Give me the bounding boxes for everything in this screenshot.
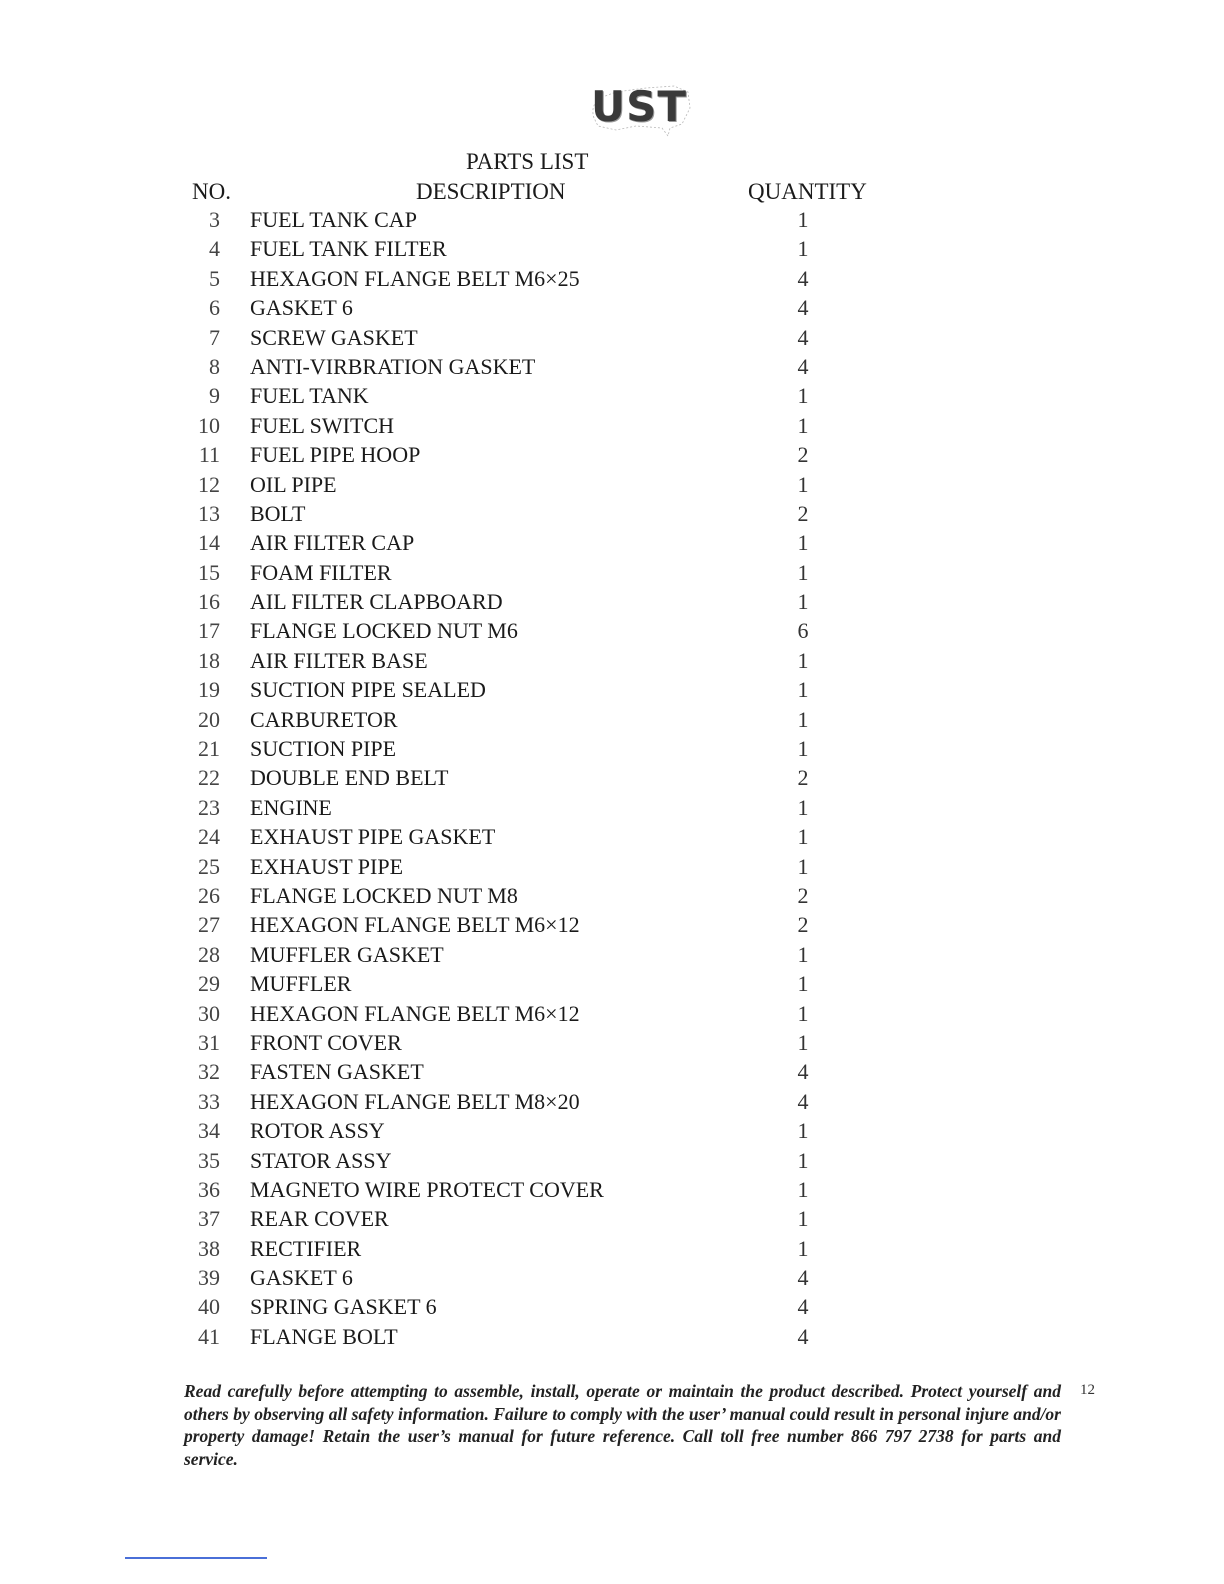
part-quantity: 1	[797, 794, 809, 820]
part-description: ROTOR ASSY	[250, 1118, 385, 1144]
column-header-quantity: QUANTITY	[748, 179, 867, 204]
part-quantity: 2	[797, 765, 809, 791]
table-row	[0, 205, 1224, 234]
part-quantity: 1	[797, 589, 809, 615]
part-quantity: 4	[797, 295, 809, 321]
part-quantity: 4	[797, 265, 809, 291]
part-quantity: 4	[797, 324, 809, 350]
part-quantity: 1	[797, 236, 809, 262]
part-number: 7	[209, 324, 220, 350]
part-number: 10	[198, 412, 220, 438]
part-description: EXHAUST PIPE	[250, 853, 404, 879]
part-number: 20	[198, 706, 220, 732]
part-description: SCREW GASKET	[250, 324, 418, 350]
table-row	[0, 822, 1224, 851]
table-row	[0, 352, 1224, 381]
table-row	[0, 969, 1224, 998]
part-number: 24	[198, 824, 220, 850]
part-number: 36	[198, 1176, 220, 1202]
part-number: 30	[198, 1000, 220, 1026]
part-number: 34	[198, 1118, 220, 1144]
part-description: STATOR ASSY	[250, 1147, 392, 1173]
part-number: 8	[209, 353, 220, 379]
part-description: ENGINE	[250, 794, 332, 820]
part-number: 26	[198, 882, 220, 908]
table-row	[0, 528, 1224, 557]
table-row	[0, 1057, 1224, 1086]
table-row	[0, 1116, 1224, 1145]
table-row	[0, 470, 1224, 499]
part-quantity: 2	[797, 912, 809, 938]
part-description: FOAM FILTER	[250, 559, 392, 585]
part-quantity: 2	[797, 442, 809, 468]
part-number: 6	[209, 295, 220, 321]
part-number: 18	[198, 647, 220, 673]
part-quantity: 1	[797, 853, 809, 879]
part-description: HEXAGON FLANGE BELT M6×12	[250, 912, 580, 938]
table-row	[0, 411, 1224, 440]
part-description: EXHAUST PIPE GASKET	[250, 824, 496, 850]
table-row	[0, 293, 1224, 322]
part-number: 12	[198, 471, 220, 497]
table-row	[0, 1204, 1224, 1233]
part-description: SUCTION PIPE SEALED	[250, 677, 486, 703]
part-quantity: 1	[797, 941, 809, 967]
part-quantity: 1	[797, 971, 809, 997]
page-number: 12	[1080, 1382, 1095, 1398]
part-description: AIR FILTER CAP	[250, 530, 415, 556]
table-row	[0, 323, 1224, 352]
part-description: FUEL PIPE HOOP	[250, 442, 421, 468]
part-description: FUEL SWITCH	[250, 412, 395, 438]
part-number: 19	[198, 677, 220, 703]
part-number: 17	[198, 618, 220, 644]
part-description: FUEL TANK FILTER	[250, 236, 447, 262]
part-quantity: 1	[797, 824, 809, 850]
part-number: 3	[209, 207, 220, 232]
part-number: 21	[198, 736, 220, 762]
table-row	[0, 1175, 1224, 1204]
table-row	[0, 264, 1224, 293]
part-quantity: 4	[797, 1265, 809, 1291]
part-number: 15	[198, 559, 220, 585]
part-quantity: 1	[797, 1176, 809, 1202]
part-quantity: 1	[797, 530, 809, 556]
part-number: 33	[198, 1088, 220, 1114]
part-description: BOLT	[250, 500, 306, 526]
table-row	[0, 1087, 1224, 1116]
part-quantity: 1	[797, 471, 809, 497]
column-header-no: NO.	[192, 179, 231, 204]
part-description: FRONT COVER	[250, 1029, 402, 1055]
part-description: OIL PIPE	[250, 471, 337, 497]
part-quantity: 1	[797, 706, 809, 732]
table-row	[0, 881, 1224, 910]
part-quantity: 2	[797, 500, 809, 526]
part-description: GASKET 6	[250, 1265, 353, 1291]
table-row	[0, 999, 1224, 1028]
part-number: 38	[198, 1235, 220, 1261]
table-row	[0, 646, 1224, 675]
part-quantity: 1	[797, 1147, 809, 1173]
part-quantity: 1	[797, 383, 809, 409]
part-number: 16	[198, 589, 220, 615]
part-number: 22	[198, 765, 220, 791]
part-number: 5	[209, 265, 220, 291]
part-number: 4	[209, 236, 220, 262]
part-quantity: 1	[797, 1206, 809, 1232]
part-quantity: 1	[797, 559, 809, 585]
part-number: 9	[209, 383, 220, 409]
table-row	[0, 1234, 1224, 1263]
table-row	[0, 587, 1224, 616]
part-number: 31	[198, 1029, 220, 1055]
table-row	[0, 910, 1224, 939]
table-row	[0, 1322, 1224, 1351]
page-title: PARTS LIST	[466, 149, 589, 174]
part-quantity: 1	[797, 1235, 809, 1261]
part-description: REAR COVER	[250, 1206, 389, 1232]
part-description: RECTIFIER	[250, 1235, 362, 1261]
table-row	[0, 1146, 1224, 1175]
part-description: SPRING GASKET 6	[250, 1294, 437, 1320]
part-description: HEXAGON FLANGE BELT M6×25	[250, 265, 580, 291]
ust-logo	[586, 78, 696, 140]
footer-rule	[125, 1557, 267, 1559]
part-description: CARBURETOR	[250, 706, 398, 732]
part-number: 35	[198, 1147, 220, 1173]
part-description: ANTI-VIRBRATION GASKET	[250, 353, 536, 379]
part-description: FASTEN GASKET	[250, 1059, 424, 1085]
table-row	[0, 381, 1224, 410]
part-description: MAGNETO WIRE PROTECT COVER	[250, 1176, 604, 1202]
part-number: 41	[198, 1323, 220, 1349]
table-row	[0, 793, 1224, 822]
table-row	[0, 558, 1224, 587]
table-row	[0, 234, 1224, 263]
table-row	[0, 734, 1224, 763]
part-description: FLANGE BOLT	[250, 1323, 398, 1349]
part-quantity: 1	[797, 647, 809, 673]
part-quantity: 1	[797, 736, 809, 762]
part-description: DOUBLE END BELT	[250, 765, 449, 791]
part-number: 28	[198, 941, 220, 967]
part-description: FLANGE LOCKED NUT M8	[250, 882, 518, 908]
part-quantity: 1	[797, 1000, 809, 1026]
part-description: GASKET 6	[250, 295, 353, 321]
table-row	[0, 440, 1224, 469]
safety-notice: Read carefully before attempting to assemble, install, operate or maintain the product described. Protect yourself and others by observing all safety information. Failure to comply with the user’ manual could result in personal injure and/or property damage! Retain the user’s manual for future reference. Call toll free number 866 797 2738 for parts and service.	[184, 1381, 1061, 1469]
table-row	[0, 763, 1224, 792]
part-number: 39	[198, 1265, 220, 1291]
table-row	[0, 616, 1224, 645]
part-description: AIL FILTER CLAPBOARD	[250, 589, 503, 615]
part-description: HEXAGON FLANGE BELT M6×12	[250, 1000, 580, 1026]
part-description: HEXAGON FLANGE BELT M8×20	[250, 1088, 580, 1114]
part-quantity: 1	[797, 207, 809, 232]
part-description: FUEL TANK CAP	[250, 207, 417, 232]
part-quantity: 6	[797, 618, 809, 644]
part-quantity: 1	[797, 1029, 809, 1055]
part-quantity: 4	[797, 1088, 809, 1114]
part-number: 23	[198, 794, 220, 820]
parts-table	[0, 205, 1224, 1351]
table-row	[0, 1028, 1224, 1057]
part-number: 27	[198, 912, 220, 938]
part-description: MUFFLER	[250, 971, 352, 997]
part-quantity: 1	[797, 677, 809, 703]
part-quantity: 4	[797, 1294, 809, 1320]
part-quantity: 4	[797, 1323, 809, 1349]
part-description: AIR FILTER BASE	[250, 647, 428, 673]
part-number: 14	[198, 530, 220, 556]
part-number: 25	[198, 853, 220, 879]
part-quantity: 1	[797, 1118, 809, 1144]
column-header-description: DESCRIPTION	[416, 179, 566, 204]
part-number: 32	[198, 1059, 220, 1085]
logo-text: UST	[590, 82, 687, 131]
part-description: SUCTION PIPE	[250, 736, 397, 762]
part-quantity: 2	[797, 882, 809, 908]
table-row	[0, 675, 1224, 704]
table-row	[0, 852, 1224, 881]
part-number: 13	[198, 500, 220, 526]
part-quantity: 4	[797, 353, 809, 379]
part-number: 37	[198, 1206, 220, 1232]
table-row	[0, 1263, 1224, 1292]
part-number: 11	[198, 442, 220, 468]
part-quantity: 4	[797, 1059, 809, 1085]
part-description: FLANGE LOCKED NUT M6	[250, 618, 518, 644]
table-row	[0, 705, 1224, 734]
table-row	[0, 499, 1224, 528]
part-number: 29	[198, 971, 220, 997]
part-quantity: 1	[797, 412, 809, 438]
part-description: MUFFLER GASKET	[250, 941, 444, 967]
part-description: FUEL TANK	[250, 383, 369, 409]
table-row	[0, 1292, 1224, 1321]
part-number: 40	[198, 1294, 220, 1320]
table-row	[0, 940, 1224, 969]
